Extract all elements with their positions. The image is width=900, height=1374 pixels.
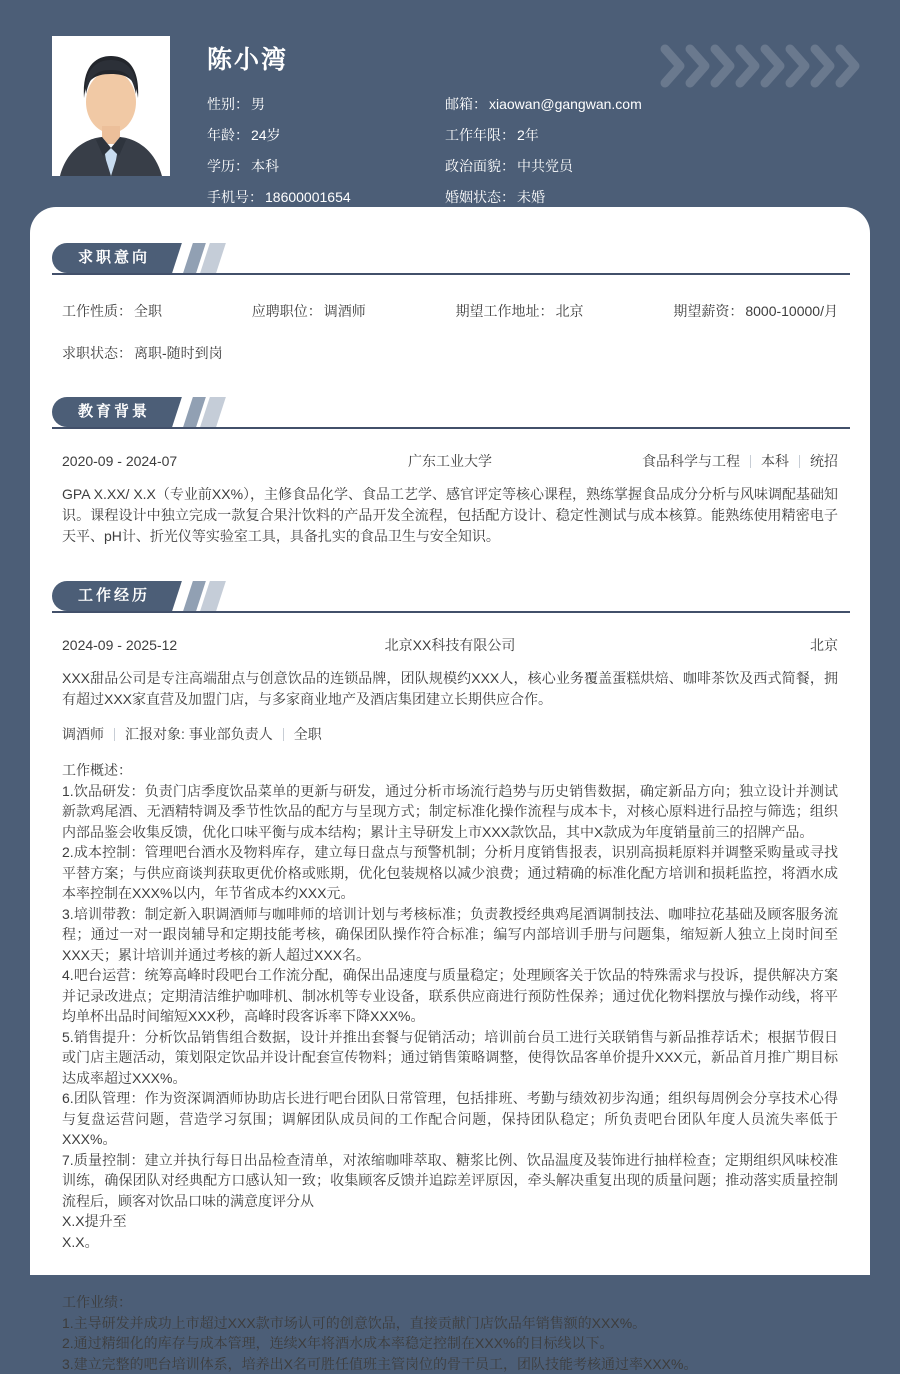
field-job-nature: 工作性质： 全职 [62, 301, 162, 321]
field-target-location: 期望工作地址： 北京 [456, 301, 584, 321]
work-meta-row [62, 635, 838, 655]
field-job-status: 求职状态： 离职-随时到岗 [62, 343, 838, 363]
profile-photo [52, 36, 170, 176]
education-period: 2020-09 - 2024-07 [62, 453, 297, 469]
role-title: 调酒师 [62, 726, 104, 742]
section-title-badge: 求职意向 [52, 243, 164, 273]
role-row [62, 724, 838, 744]
overview-item: 2.成本控制：管理吧台酒水及物料库存，建立每日盘点与预警机制；分析月度销售报表，识别高损耗原料并调整采购量或寻找平替方案；与供应商谈判获取更优价格或账期，优化包装规格以减少浪费；通过精确的标准化配方培训和损耗监控，将酒水成本率控制在XXX%以内，年节省成本约XXX元。 [62, 842, 838, 904]
field-expected-salary: 期望薪资： 8000-10000/月 [673, 301, 838, 321]
chevron-decoration-icon [660, 44, 866, 93]
personal-info-grid [207, 94, 870, 207]
divider [114, 728, 115, 741]
section-education [30, 399, 870, 547]
field-experience-years: 工作年限： 2年 [445, 125, 870, 145]
section-header [52, 245, 850, 275]
education-meta-row [62, 451, 838, 471]
field-marital-status: 婚姻状态： 未婚 [445, 187, 870, 207]
overview-item: X.X提升至 [62, 1211, 838, 1232]
work-location: 北京 [603, 635, 838, 655]
section-title-badge: 教育背景 [52, 397, 164, 427]
work-achievements-heading: 工作业绩： [62, 1292, 838, 1313]
overview-item: X.X。 [62, 1232, 838, 1253]
divider [799, 455, 800, 468]
field-email: 邮箱： xiaowan@gangwan.com [445, 94, 870, 114]
education-school: 广东工业大学 [297, 451, 603, 471]
section-title-badge: 工作经历 [52, 581, 164, 611]
section-header [52, 399, 850, 429]
work-period: 2024-09 - 2025-12 [62, 637, 297, 653]
education-degree: 食品科学与工程 本科 统招 [603, 451, 838, 471]
achievement-item: 1.主导研发并成功上市超过XXX款市场认可的创意饮品，直接贡献门店饮品年销售额的XXX%。 [62, 1313, 838, 1334]
overview-item: 5.销售提升：分析饮品销售组合数据，设计并推出套餐与促销活动；培训前台员工进行关联销售与新品推荐话术；根据节假日或门店主题活动，策划限定饮品并设计配套宣传物料；通过销售策略调整，使得饮品客单价提升XXX元，新品首月推广期目标达成率超过XXX%。 [62, 1027, 838, 1089]
work-company: 北京XX科技有限公司 [297, 635, 603, 655]
resume-header [0, 0, 900, 207]
education-description: GPA X.XX/ X.X（专业前XX%），主修食品化学、食品工艺学、感官评定等核心课程，熟练掌握食品成分分析与风味调配基础知识。课程设计中独立完成一款复合果汁饮料的产品开发全流程，包括配方设计、稳定性测试与成本核算。能熟练使用精密电子天平、pH计、折光仪等实验室工具，具备扎实的食品卫生与安全知识。 [62, 484, 838, 547]
resume-card [30, 207, 870, 1275]
work-overview [62, 760, 838, 1252]
achievement-item: 3.建立完整的吧台培训体系，培养出X名可胜任值班主管岗位的骨干员工，团队技能考核通过率XXX%。 [62, 1354, 838, 1374]
overview-item: 1.饮品研发：负责门店季度饮品菜单的更新与研发，通过分析市场流行趋势与历史销售数据，确定新品方向；独立设计并测试新款鸡尾酒、无酒精特调及季节性饮品的配方与呈现方式；制定标准化操作流程与成本卡，对核心原料进行品控与筛选；组织内部品鉴会收集反馈，优化口味平衡与成本结构；累计主导研发上市XXX款饮品，其中X款成为年度销量前三的招牌产品。 [62, 781, 838, 843]
divider [283, 728, 284, 741]
section-header [52, 583, 850, 613]
overview-item: 3.培训带教：制定新入职调酒师与咖啡师的培训计划与考核标准；负责教授经典鸡尾酒调制技法、咖啡拉花基础及顾客服务流程；通过一对一跟岗辅导和定期技能考核，确保团队操作符合标准；编写内部培训手册与问题集，缩短新人独立上岗时间至XXX天；累计培训并通过考核的新人超过XXX名。 [62, 904, 838, 966]
field-political-status: 政治面貌： 中共党员 [445, 156, 870, 176]
job-intent-row [62, 301, 838, 321]
field-age: 年龄： 24岁 [207, 125, 445, 145]
candidate-name: 陈小湾 [207, 40, 870, 76]
work-overview-heading: 工作概述： [62, 760, 838, 781]
report-to: 汇报对象: 事业部负责人 [125, 726, 273, 742]
field-phone: 手机号： 18600001654 [207, 187, 445, 207]
profile-photo-illustration [52, 36, 170, 176]
section-work-experience [30, 583, 870, 1374]
divider [750, 455, 751, 468]
job-type: 全职 [294, 726, 322, 742]
work-achievements [62, 1292, 838, 1374]
field-gender: 性别： 男 [207, 94, 445, 114]
overview-item: 4.吧台运营：统筹高峰时段吧台工作流分配，确保出品速度与质量稳定；处理顾客关于饮品的特殊需求与投诉，提供解决方案并记录改进点；定期清洁维护咖啡机、制冰机等专业设备，联系供应商进行预防性保养；通过优化物料摆放与操作动线，将平均单杯出品时间缩短XXX秒，高峰时段客诉率下降XXX%。 [62, 965, 838, 1027]
company-intro: XXX甜品公司是专注高端甜点与创意饮品的连锁品牌，团队规模约XXX人，核心业务覆盖蛋糕烘焙、咖啡茶饮及西式简餐，拥有超过XXX家直营及加盟门店，与多家商业地产及酒店集团建立长期供应合作。 [62, 668, 838, 710]
field-target-position: 应聘职位： 调酒师 [252, 301, 366, 321]
overview-item: 6.团队管理：作为资深调酒师协助店长进行吧台团队日常管理，包括排班、考勤与绩效初步沟通；组织每周例会分享技术心得与复盘运营问题，营造学习氛围；调解团队成员间的工作配合问题，保持团队稳定；所负责吧台团队年度人员流失率低于XXX%。 [62, 1088, 838, 1150]
section-job-intent [30, 245, 870, 363]
achievement-item: 2.通过精细化的库存与成本管理，连续X年将酒水成本率稳定控制在XXX%的目标线以下。 [62, 1333, 838, 1354]
overview-item: 7.质量控制：建立并执行每日出品检查清单，对浓缩咖啡萃取、糖浆比例、饮品温度及装饰进行抽样检查；定期组织风味校准训练，确保团队对经典配方口感认知一致；收集顾客反馈并追踪差评原因，牵头解决重复出现的质量问题；推动落实质量控制流程后，顾客对饮品口味的满意度评分从 [62, 1150, 838, 1212]
field-education-level: 学历： 本科 [207, 156, 445, 176]
